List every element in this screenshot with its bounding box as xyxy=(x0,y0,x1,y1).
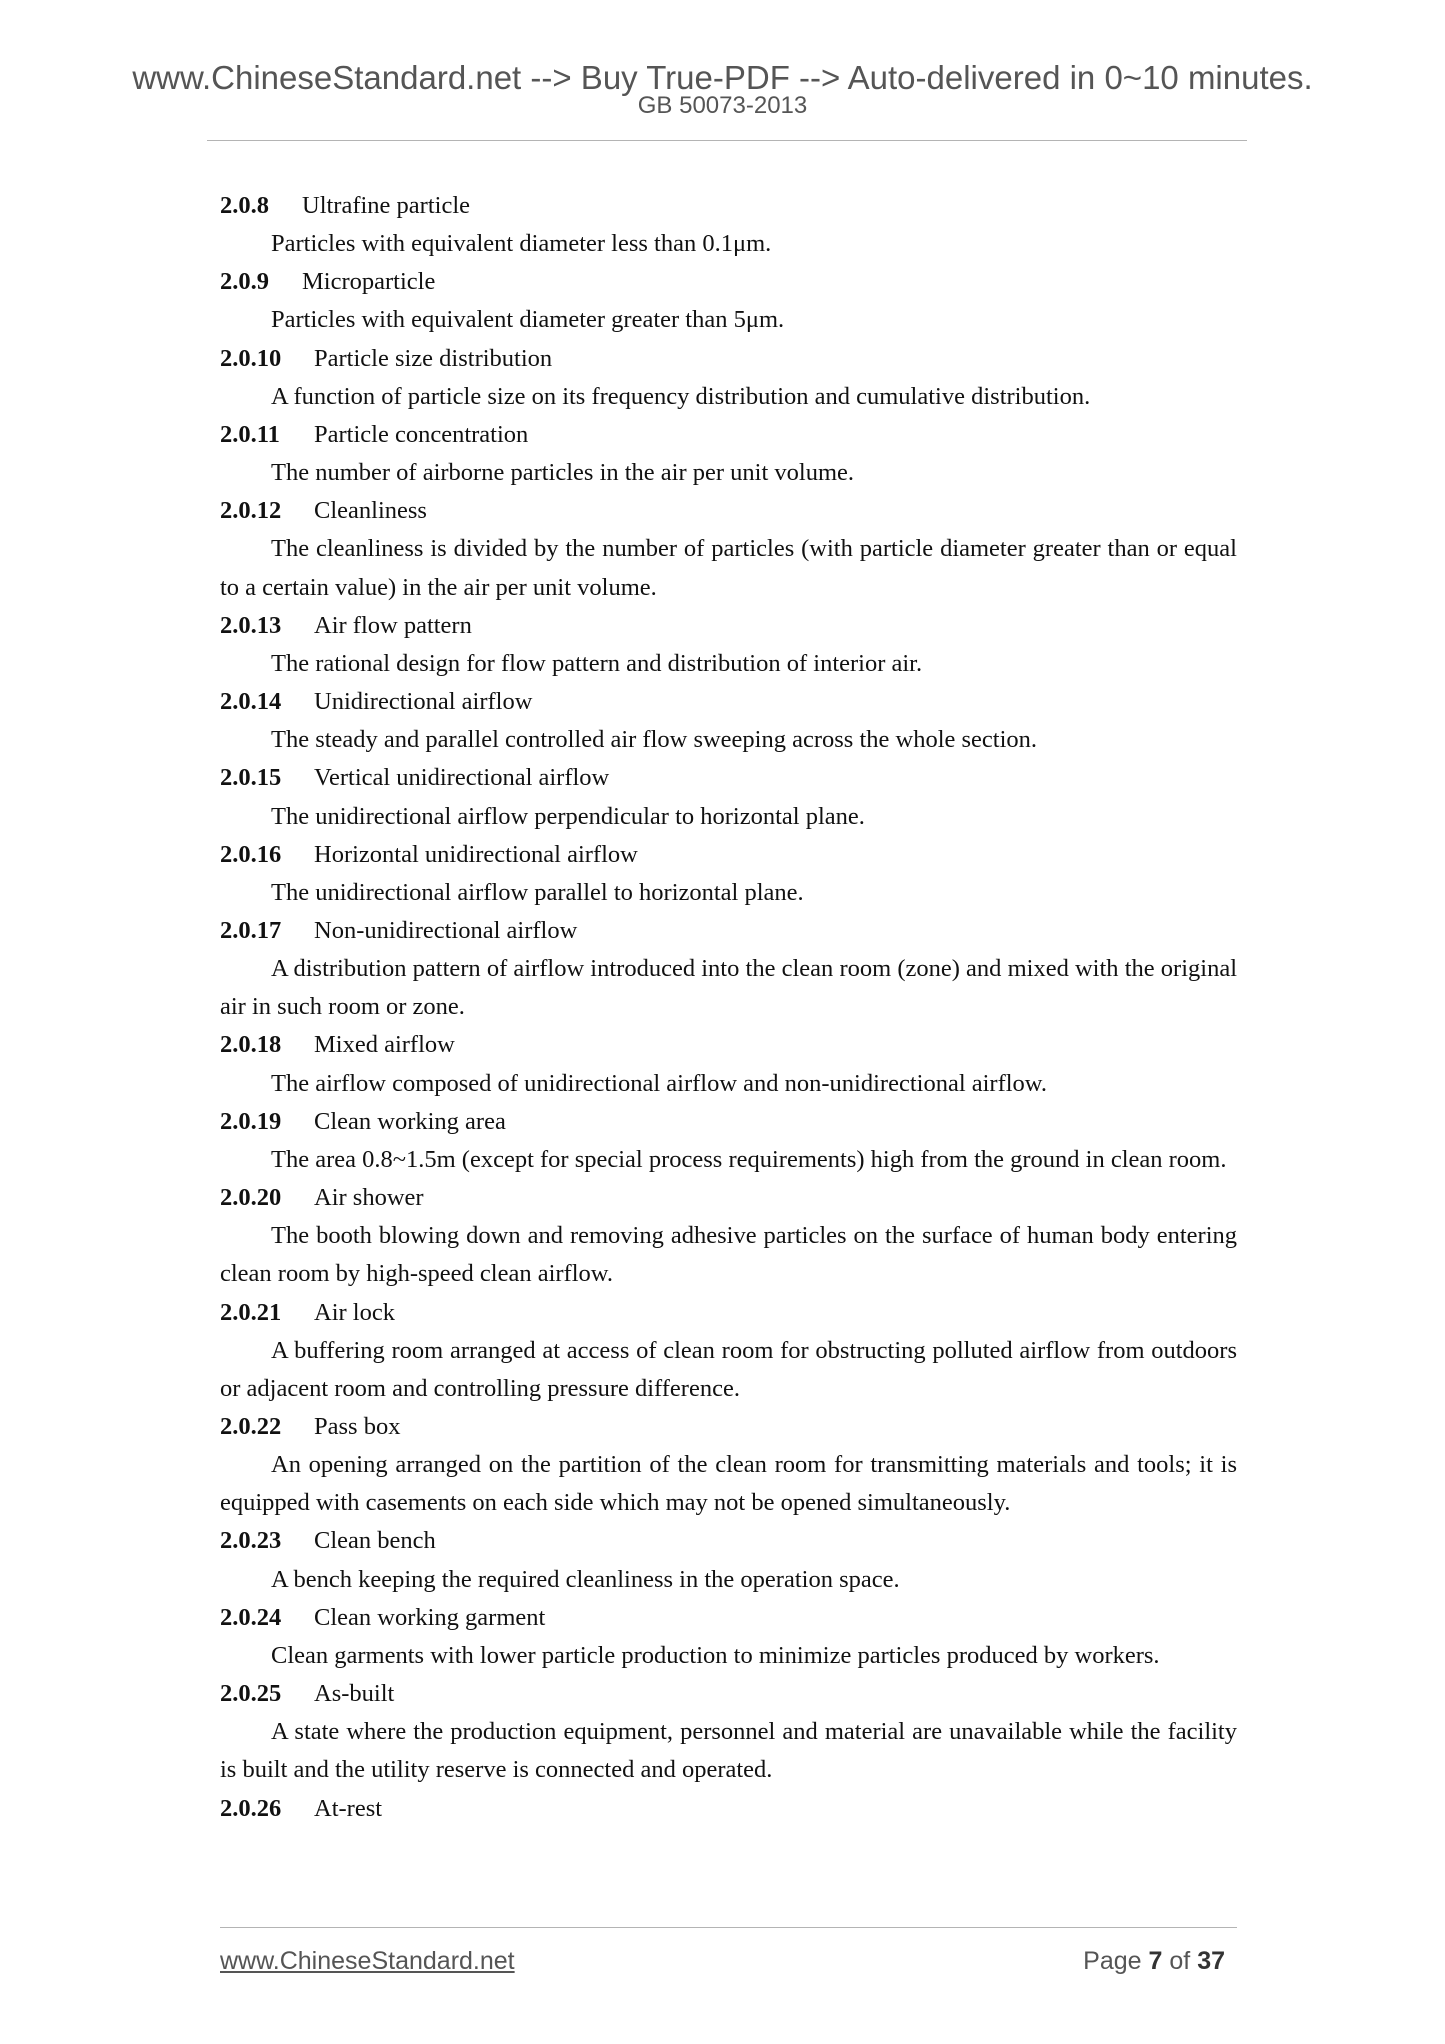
term-heading xyxy=(220,1179,1237,1217)
term-definition: A function of particle size on its frequency distribution and cumulative distribution. xyxy=(271,382,1091,410)
page-total: 37 xyxy=(1197,1947,1225,1975)
term-heading xyxy=(220,187,1237,225)
term-definition: Particles with equivalent diameter greater than 5μm. xyxy=(271,306,785,334)
term-definition: The rational design for flow pattern and distribution of interior air. xyxy=(271,649,923,677)
term-title: Particle size distribution xyxy=(314,344,553,372)
term-heading xyxy=(220,263,1237,301)
term-title: Clean working garment xyxy=(314,1603,546,1631)
page-of: of xyxy=(1169,1947,1191,1975)
term-heading xyxy=(220,492,1237,530)
term-definition: The area 0.8~1.5m (except for special process requirements) high from the ground in clean room. xyxy=(271,1145,1227,1173)
term-heading xyxy=(220,416,1237,454)
term-heading xyxy=(220,683,1237,721)
term-heading xyxy=(220,836,1237,874)
term-title: Air lock xyxy=(314,1298,395,1326)
term-number: 2.0.12 xyxy=(220,497,282,525)
term-title: Non-unidirectional airflow xyxy=(314,916,578,944)
footer-link[interactable]: www.ChineseStandard.net xyxy=(220,1947,515,1975)
term-title: Ultrafine particle xyxy=(302,192,471,219)
term-title: Vertical unidirectional airflow xyxy=(314,764,610,792)
term-title: Air flow pattern xyxy=(314,611,472,639)
term-title: Particle concentration xyxy=(314,420,529,448)
term-title: Microparticle xyxy=(302,268,436,296)
term-number: 2.0.22 xyxy=(220,1413,282,1440)
term-number: 2.0.13 xyxy=(220,611,282,639)
term-definition: The unidirectional airflow perpendicular to horizontal plane. xyxy=(271,802,865,830)
term-number: 2.0.21 xyxy=(220,1298,282,1326)
term-number: 2.0.24 xyxy=(220,1603,282,1631)
term-definition: Particles with equivalent diameter less than 0.1μm. xyxy=(271,230,772,258)
standard-code: GB 50073-2013 xyxy=(637,92,808,119)
term-heading xyxy=(220,340,1237,378)
term-number: 2.0.8 xyxy=(220,192,269,219)
term-title: Clean working area xyxy=(314,1107,506,1135)
term-title: Horizontal unidirectional airflow xyxy=(314,840,638,868)
term-heading xyxy=(220,912,1237,950)
term-definition: A buffering room arranged at access of clean room for obstructing polluted airflow from outdoors or adjacent room and controlling pressure difference. xyxy=(220,1336,1237,1402)
term-title: At-rest xyxy=(314,1794,383,1822)
term-definition: Clean garments with lower particle production to minimize particles produced by workers. xyxy=(271,1641,1160,1669)
term-definition: The number of airborne particles in the air per unit volume. xyxy=(271,459,855,487)
term-heading xyxy=(220,1599,1237,1637)
term-heading xyxy=(220,1294,1237,1332)
term-title: Clean bench xyxy=(314,1527,436,1555)
term-heading xyxy=(220,759,1237,797)
page-indicator xyxy=(1083,1946,1225,1976)
term-heading xyxy=(220,1408,1237,1446)
header-banner[interactable]: www.ChineseStandard.net --> Buy True-PDF --> Auto-delivered in 0~10 minutes. xyxy=(132,59,1313,96)
term-heading xyxy=(220,1026,1237,1064)
term-number: 2.0.26 xyxy=(220,1794,282,1822)
term-number: 2.0.17 xyxy=(220,916,282,944)
term-number: 2.0.16 xyxy=(220,840,282,868)
term-number: 2.0.10 xyxy=(220,344,282,372)
term-number: 2.0.14 xyxy=(220,688,282,716)
header-divider xyxy=(207,140,1247,141)
term-number: 2.0.15 xyxy=(220,764,282,792)
page-current: 7 xyxy=(1148,1947,1163,1975)
term-title: Pass box xyxy=(314,1413,401,1440)
term-title: Mixed airflow xyxy=(314,1031,455,1059)
term-definition: The booth blowing down and removing adhesive particles on the surface of human body entering clean room by high-speed clean airflow. xyxy=(220,1222,1237,1288)
term-title: Cleanliness xyxy=(314,497,427,525)
footer-divider xyxy=(220,1927,1237,1928)
term-heading xyxy=(220,1790,1237,1828)
term-definition: The airflow composed of unidirectional airflow and non-unidirectional airflow. xyxy=(271,1069,1048,1097)
term-definition: The steady and parallel controlled air flow sweeping across the whole section. xyxy=(271,726,1038,754)
term-definition: An opening arranged on the partition of the clean room for transmitting materials and tools; it is equipped with casements on each side which may not be opened simultaneously. xyxy=(220,1451,1237,1517)
term-heading xyxy=(220,607,1237,645)
term-number: 2.0.9 xyxy=(220,268,269,296)
term-heading xyxy=(220,1103,1237,1141)
term-definition: The unidirectional airflow parallel to horizontal plane. xyxy=(271,878,804,906)
term-number: 2.0.18 xyxy=(220,1031,282,1059)
term-heading xyxy=(220,1522,1237,1560)
term-definition: A distribution pattern of airflow introduced into the clean room (zone) and mixed with the original air in such room or zone. xyxy=(220,955,1237,1021)
term-number: 2.0.25 xyxy=(220,1680,282,1708)
term-title: Unidirectional airflow xyxy=(314,688,533,716)
term-number: 2.0.11 xyxy=(220,420,280,448)
term-number: 2.0.20 xyxy=(220,1184,282,1212)
term-title: Air shower xyxy=(314,1184,424,1212)
term-heading xyxy=(220,1675,1237,1713)
term-definition: A state where the production equipment, personnel and material are unavailable while the facility is built and the utility reserve is connected and operated. xyxy=(220,1718,1237,1784)
term-number: 2.0.19 xyxy=(220,1107,282,1135)
term-title: As-built xyxy=(314,1680,395,1708)
term-definition: The cleanliness is divided by the number of particles (with particle diameter greater than or equal to a certain value) in the air per unit volume. xyxy=(220,535,1237,601)
page-prefix: Page xyxy=(1083,1947,1142,1975)
term-definition: A bench keeping the required cleanliness in the operation space. xyxy=(271,1565,900,1593)
term-number: 2.0.23 xyxy=(220,1527,282,1555)
document-body xyxy=(220,187,1237,1828)
